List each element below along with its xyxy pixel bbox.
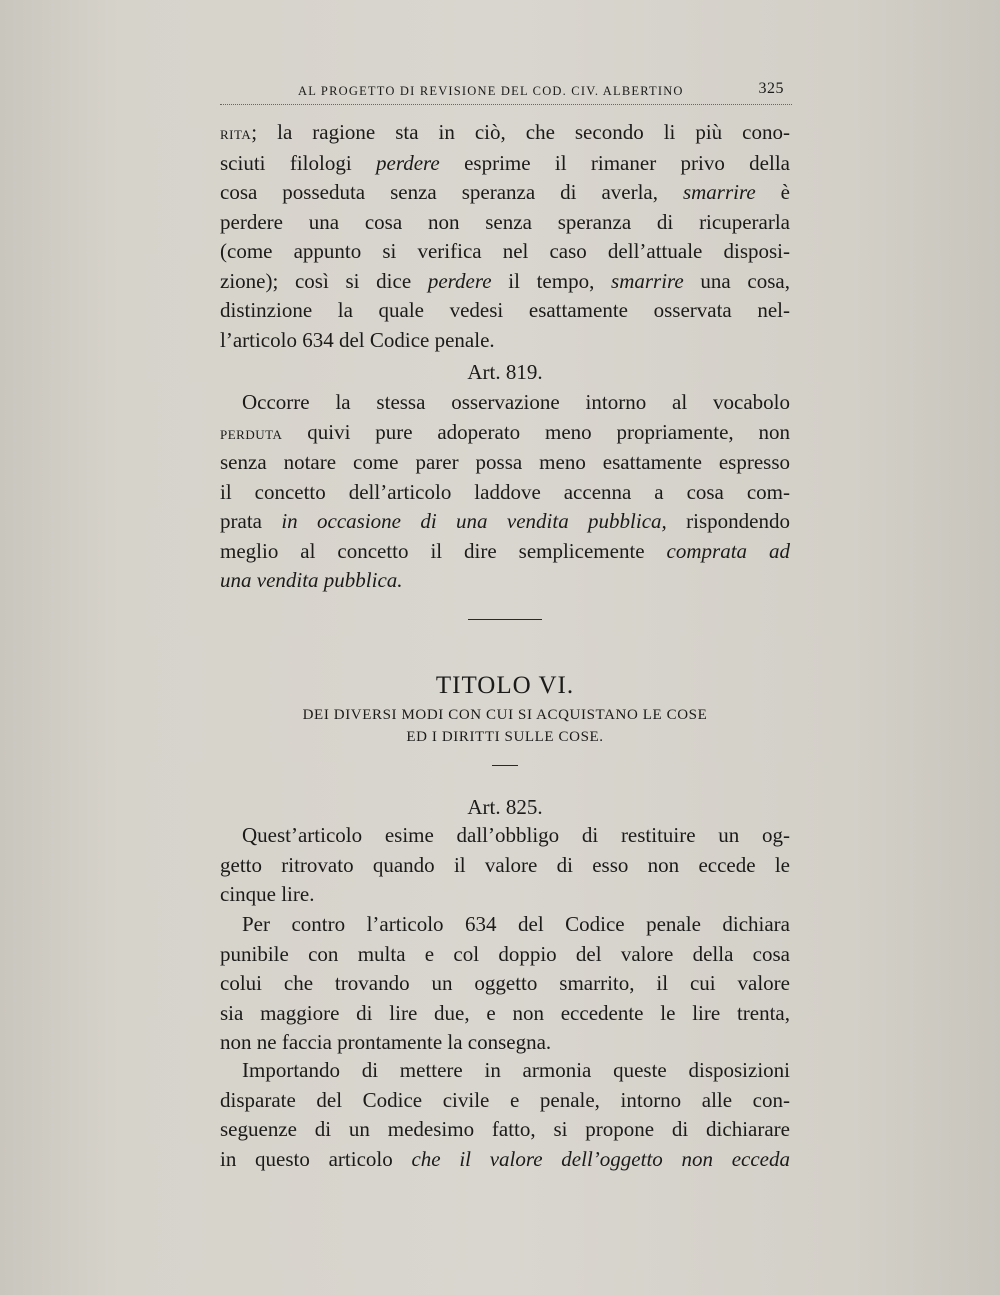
text-line: sciuti filologi perdere esprime il rimaner privo della — [220, 150, 790, 175]
text-line: getto ritrovato quando il valore di esso non eccede le — [220, 852, 790, 877]
title-heading: TITOLO VI. — [435, 672, 575, 699]
text-line: senza notare come parer possa meno esattamente espresso — [220, 450, 790, 474]
text-line: non ne faccia prontamente la consegna. — [220, 1030, 552, 1054]
page-number: 325 — [758, 80, 784, 97]
text-line: sia maggiore di lire due, e non eccedente le lire trenta, — [220, 1000, 790, 1025]
text-line: punibile con multa e col doppio del valore della cosa — [220, 941, 790, 966]
text-line: seguenze di un medesimo fatto, si propone di dichiarare — [220, 1117, 790, 1141]
text-line: Quest’articolo esime dall’obbligo di restituire un og- — [242, 823, 790, 847]
title-subtitle-line: DEI DIVERSI MODI CON CUI SI ACQUISTANO LE COSE — [302, 707, 708, 723]
text-line: perduta quivi pure adoperato meno propriamente, non — [220, 419, 790, 444]
section-divider — [468, 619, 542, 620]
running-header — [220, 80, 792, 105]
text-line: Occorre la stessa osservazione intorno al vocabolo — [242, 390, 790, 414]
text-line: (come appunto si verifica nel caso dell’attuale disposi- — [220, 239, 790, 263]
text-line: distinzione la quale vedesi esattamente osservata nel- — [220, 298, 790, 322]
text-line: cinque lire. — [220, 882, 315, 906]
text-line: rita; la ragione sta in ciò, che secondo li più cono- — [220, 120, 790, 144]
article-paragraph — [220, 388, 790, 596]
text-line: colui che trovando un oggetto smarrito, il cui valore — [220, 971, 790, 995]
text-line: zione); così si dice perdere il tempo, smarrire una cosa, — [220, 268, 790, 293]
text-line: il concetto dell’articolo laddove accenna a cosa com- — [220, 479, 790, 504]
title-divider — [492, 765, 518, 766]
text-line: prata in occasione di una vendita pubblica, rispondendo — [220, 509, 790, 533]
title-subtitle-line: ED I DIRITTI SULLE COSE. — [406, 729, 604, 745]
article-paragraph — [220, 821, 790, 910]
text-line: meglio al concetto il dire semplicemente comprata ad — [220, 538, 790, 563]
article-paragraph — [220, 1056, 790, 1174]
running-title: AL PROGETTO DI REVISIONE DEL COD. CIV. ALBERTINO — [298, 84, 684, 98]
text-line: in questo articolo che il valore dell’oggetto non ecceda — [220, 1146, 790, 1171]
text-line: Per contro l’articolo 634 del Codice penale dichiara — [242, 912, 790, 936]
article-heading: Art. 825. — [467, 795, 543, 819]
article-paragraph — [220, 910, 790, 1058]
text-line: l’articolo 634 del Codice penale. — [220, 327, 495, 352]
text-line: disparate del Codice civile e penale, intorno alle con- — [220, 1087, 790, 1112]
text-line: cosa posseduta senza speranza di averla, smarrire è — [220, 180, 791, 204]
text-line: Importando di mettere in armonia queste disposizioni — [242, 1058, 790, 1082]
article-heading: Art. 819. — [467, 360, 543, 384]
text-line: una vendita pubblica. — [220, 568, 403, 592]
continuation-paragraph — [220, 118, 790, 355]
text-line: perdere una cosa non senza speranza di ricuperarla — [220, 209, 790, 234]
